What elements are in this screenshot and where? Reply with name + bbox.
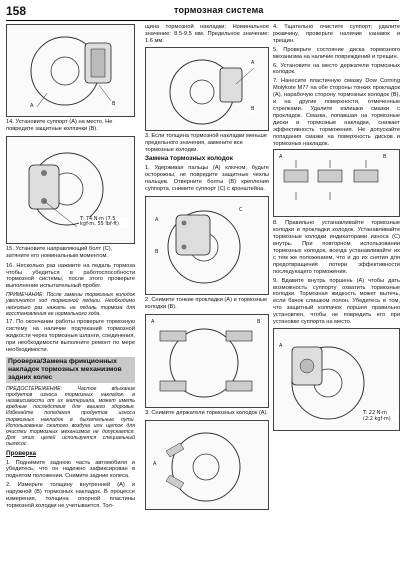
figure-pads-shims	[145, 314, 269, 408]
label-a: A	[30, 103, 34, 109]
figure-pad-thickness	[145, 47, 269, 131]
label-b: B	[383, 154, 387, 161]
step-17: 17. По окончании работы проверьте тормозную систему на наличие подтеканий тормозной жидкости через тормозные шланги, соединения, при необходимости выполните ремонт по мере необходимости.	[6, 319, 135, 353]
step-7: 7. Нанесите пластичную смазку Dow Corning Molykote M77 на обе стороны тонких прокладок (A), нарабочую сторону тормозных колодок (B), и на другие поверхности, отмеченные стрелками. Удалите излишки смазки с прокладок. Смазка, попавшая на тормозные диски и тормозные накладки, снижает эффективность торможения. Не допускайте попадания смазки на поверхность дисков и тормозных накладок.	[273, 78, 400, 147]
column-middle	[145, 24, 269, 510]
figure-pad-retainers	[145, 420, 269, 510]
step-16: 16. Несколько раз нажмите на педаль тормоза чтобы убедиться в работоспособности тормозной системы, после этого проверьте выполнение испытательный пробег.	[6, 262, 135, 290]
label-a: A	[279, 154, 283, 161]
figure-guide-bolt	[6, 136, 135, 244]
page-header	[6, 4, 399, 21]
page-number: 158	[6, 4, 27, 18]
torque-label: T: 74 N·m (7.5 kgf·m, 55 lbf·ft)	[79, 217, 129, 228]
check-step-1: 1. Поднимите заднюю часть автомобиля и убедитесь, что он надежно зафиксирован в поднятом положении. Снимите задние колеса.	[6, 459, 135, 480]
figure-caliper-install	[6, 24, 135, 117]
label-b: B	[257, 318, 261, 325]
label-a: A	[251, 59, 255, 66]
note: ПРИМЕЧАНИЕ: После замены тормозных колодок увеличится ход тормозной педали. Необходимо несколько раз нажать на педаль тормоза для восстановления ее нормального хода.	[6, 292, 135, 317]
running-title: тормозная система	[174, 5, 264, 15]
step-5: 5. Проверьте состояние диска тормозного механизма на наличие повреждений и трещин.	[273, 46, 400, 60]
pad-thickness-spec: щина тормозной накладки: Номинальное значение: 8.5-9.5 мм. Предельное значение: 1.6 мм.	[145, 24, 269, 44]
check-heading: Проверка	[6, 449, 37, 457]
subsection-heading-rear: Проверка/Замена фрикционных накладок тормозных механизмов задних колес	[6, 357, 135, 383]
label-a: A	[279, 343, 283, 349]
step-8: 8. Правильно устанавливайте тормозные колодки и прокладки колодок. Устанавливайте тормозные колодки индикаторами износа (C) внутрь. При повторном использовании тормозных колодок, всегда устанавливайте их с тем же положением, что и до их снятия для предотвращения потери эффективности последующего торможения.	[273, 220, 400, 275]
column-right	[273, 24, 400, 431]
figure-piston	[273, 328, 400, 431]
figure-3-caption: 3. Если толщина тормозной накладки меньше предельного значения, замените все тормозные колодки.	[145, 132, 267, 153]
figure-caliper-removal	[145, 196, 269, 295]
label-b: B	[112, 101, 116, 107]
label-b: B	[251, 105, 255, 112]
subsection-heading-replace: Замена тормозных колодок	[145, 155, 233, 163]
replace-step-1: 1. Удерживая пальцы (A) ключом, будьте осторожны, не повредите защитные чехлы пальцев. Отверните болты (B) крепления суппорта, снимите суппорт (C) с кронштейна.	[145, 165, 269, 193]
torque-label: T: 22 N·m (2.2 kgf·m)	[362, 411, 398, 422]
check-step-2: 2. Измерьте толщину внутренней (A) и наружной (B) тормозных накладок. В процессе измерения, толщина опорной пластины тормозной колодки не учитывается. Тол-	[6, 482, 135, 509]
label-a: A	[151, 318, 155, 325]
label-a: A	[153, 460, 157, 467]
column-left	[6, 24, 135, 512]
label-a: A	[155, 216, 159, 223]
figure-lubrication	[273, 149, 400, 217]
label-c: C	[239, 206, 243, 213]
step-9: 9. Вдавите внутрь поршень (A) чтобы дать возможность суппорту охватить тормозные колодки. Тормозная жидкость может вытечь, если бачок слишком полон. Убедитесь в том, что защитный колпачок поршня правильно установлен, чтобы не повредить его при установке суппорта на место.	[273, 277, 400, 326]
warning: ПРЕДОСТЕРЕЖЕНИЕ: Частое вдыхание продуктов износа тормозных накладок, в независимости от их материала, может иметь вредные последствия для вашего здоровья. Избегайте попадания продуктов износа тормозных накладок в дыхательные пути. Использование сжатого воздуха или щеток для очистки тормозных механизмов не допускается. Для этих целей используется специальный пылесос.	[6, 385, 135, 448]
step-4: 4. Тщательно очистите суппорт; удалите ржавчину, проверьте наличие канавок и трещин.	[273, 24, 400, 44]
figure-5-caption: 3. Снимите держатели тормозных колодок (A).	[145, 409, 269, 416]
label-b: B	[155, 248, 159, 255]
figure-4-caption: 2. Снимите тонкие прокладки (A) и тормозные колодки (B).	[145, 296, 268, 310]
figure-2-caption: 15. Установите направляющий болт (C), затяните его номинальным моментом.	[6, 245, 113, 259]
figure-1-caption: 14. Установите суппорт (A) на место. Не повредите защитные колпачки (B).	[6, 119, 113, 132]
step-6: 6. Установите на место держатели тормозных колодок.	[273, 62, 400, 76]
